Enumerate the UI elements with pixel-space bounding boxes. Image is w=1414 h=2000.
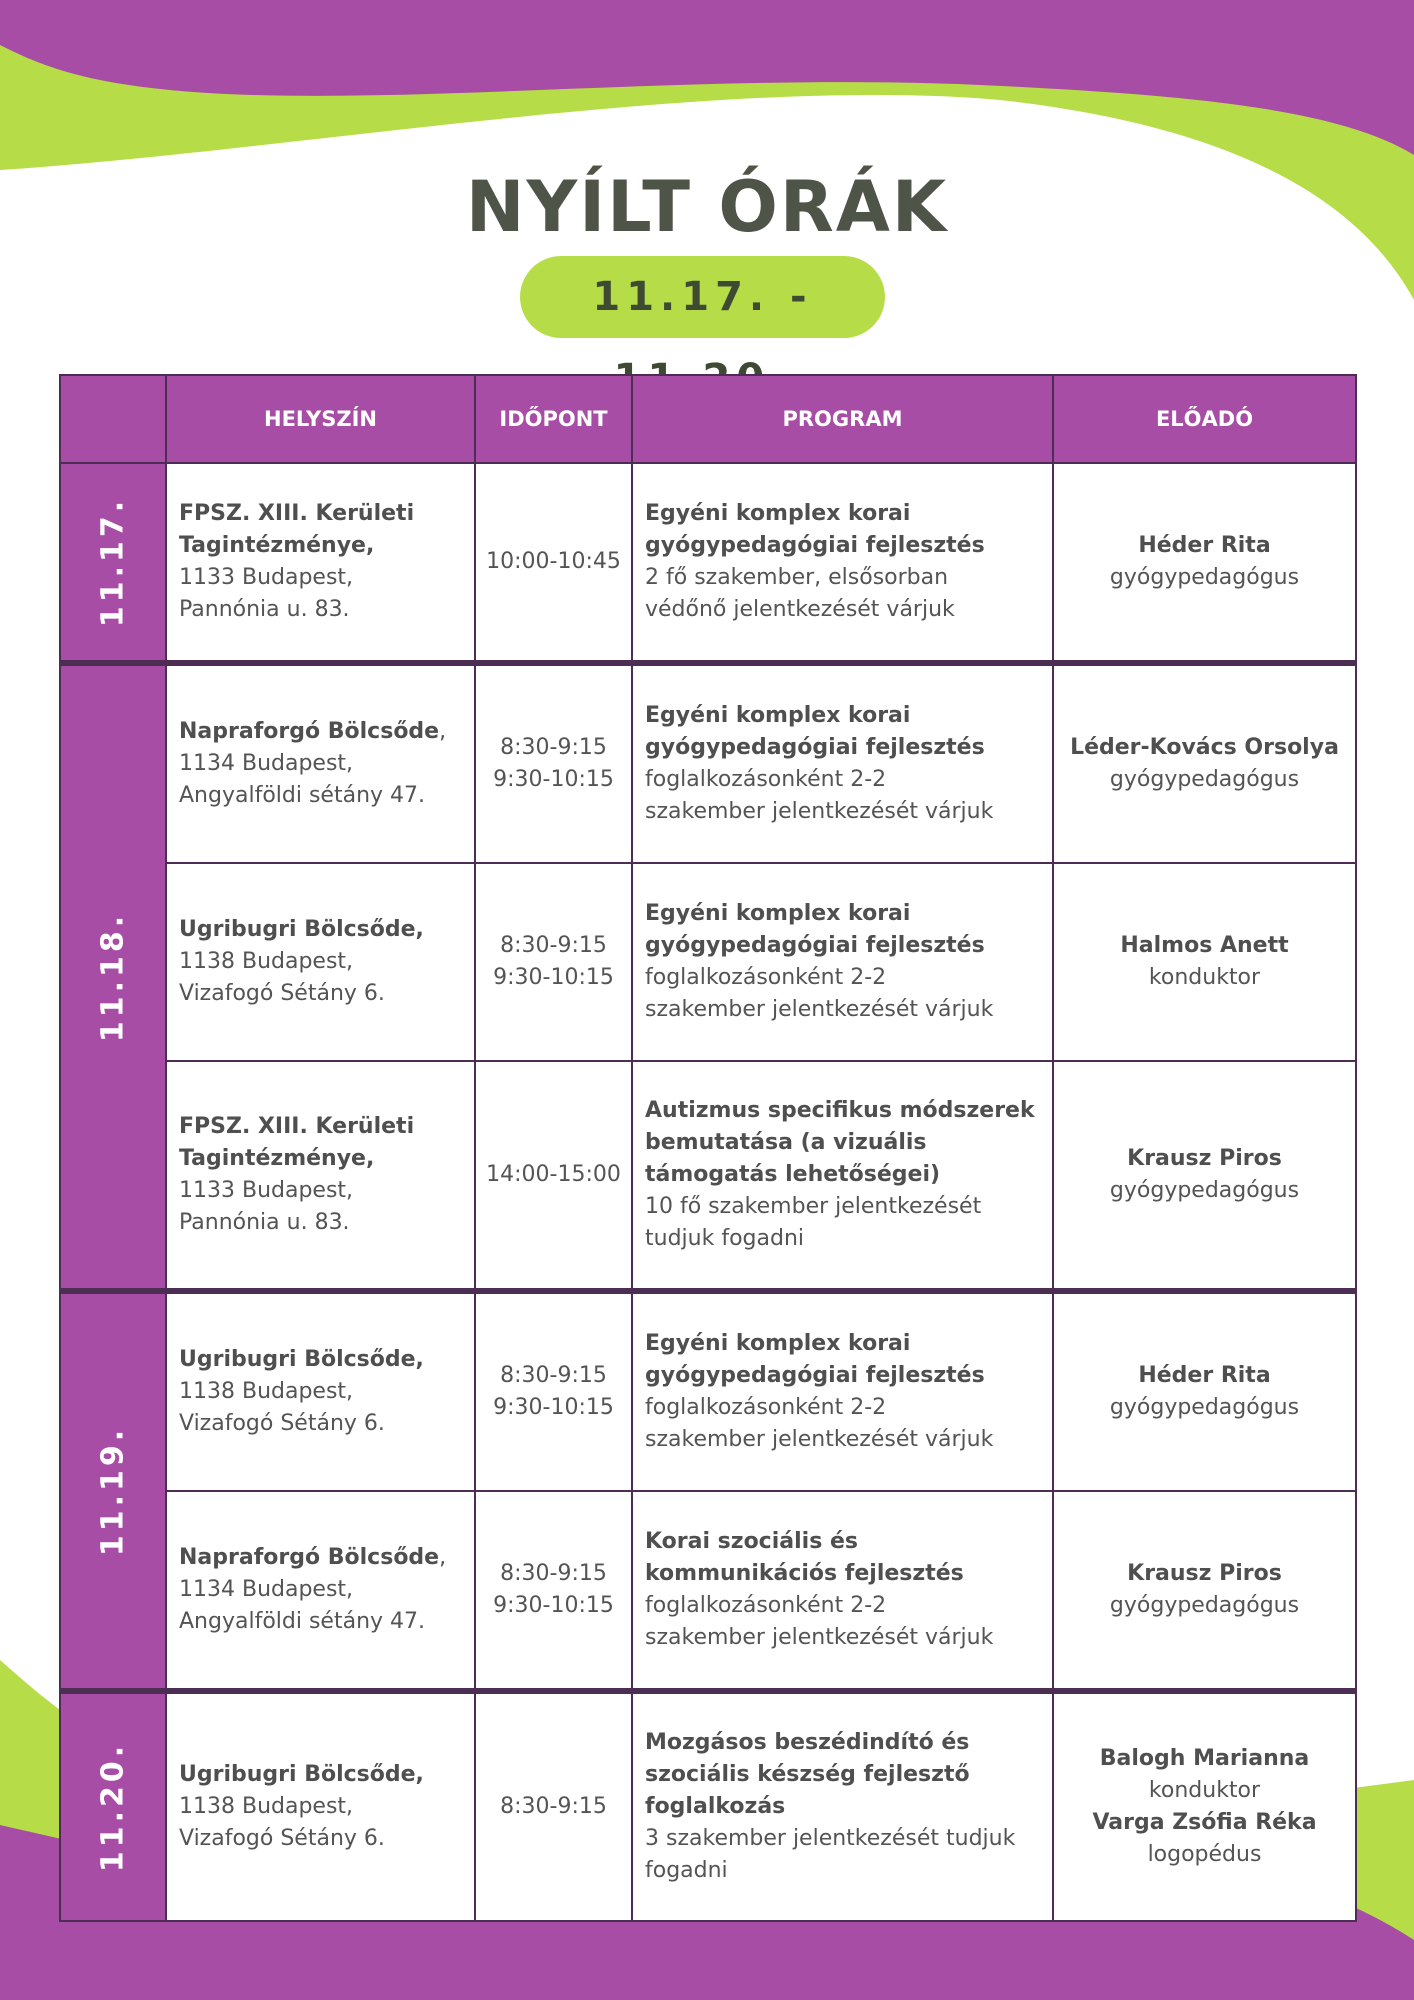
location-cell xyxy=(166,1691,475,1921)
program-description: szakember jelentkezését várjuk xyxy=(645,1625,994,1650)
presenter-name: Héder Rita xyxy=(1138,1363,1271,1388)
presenter-role: gyógypedagógus xyxy=(1109,565,1300,590)
program-title: kommunikációs fejlesztés xyxy=(645,1561,964,1586)
location-address: 1134 Budapest, xyxy=(179,1577,354,1602)
time-cell xyxy=(475,1691,632,1921)
header-presenter: ELŐADÓ xyxy=(1053,375,1356,463)
program-description: 3 szakember jelentkezését tudjuk xyxy=(645,1826,1016,1851)
program-title: Egyéni komplex korai xyxy=(645,1331,911,1356)
presenter-cell xyxy=(1053,1291,1356,1491)
location-name: Tagintézménye, xyxy=(179,533,375,558)
program-description: 10 fő szakember jelentkezését xyxy=(645,1194,982,1219)
time-slot: 8:30-9:15 xyxy=(500,933,607,958)
program-cell xyxy=(632,1691,1053,1921)
location-address: Vizafogó Sétány 6. xyxy=(179,1826,385,1851)
presenter-role: konduktor xyxy=(1148,965,1261,990)
program-title: gyógypedagógiai fejlesztés xyxy=(645,533,985,558)
program-title: Mozgásos beszédindító és xyxy=(645,1730,970,1755)
date-range-badge: 11.17. - xyxy=(520,256,885,338)
time-cell xyxy=(475,863,632,1061)
time-cell xyxy=(475,1491,632,1691)
time-slot: 8:30-9:15 xyxy=(500,1561,607,1586)
location-name: FPSZ. XIII. Kerületi xyxy=(179,1114,415,1139)
time-slot: 8:30-9:15 xyxy=(500,1794,607,1819)
time-cell xyxy=(475,1061,632,1291)
location-name: Napraforgó Bölcsőde xyxy=(179,719,440,744)
location-cell xyxy=(166,1491,475,1691)
presenter-cell xyxy=(1053,1491,1356,1691)
header-time: IDŐPONT xyxy=(475,375,632,463)
program-title: gyógypedagógiai fejlesztés xyxy=(645,933,985,958)
location-address: 1134 Budapest, xyxy=(179,751,354,776)
program-cell xyxy=(632,463,1053,663)
presenter-name: Léder-Kovács Orsolya xyxy=(1070,735,1339,760)
program-title: Egyéni komplex korai xyxy=(645,703,911,728)
location-address: Vizafogó Sétány 6. xyxy=(179,1411,385,1436)
program-description: védőnő jelentkezését várjuk xyxy=(645,597,955,622)
location-address: 1133 Budapest, xyxy=(179,565,354,590)
program-title: Autizmus specifikus módszerek xyxy=(645,1098,1035,1123)
location-name-suffix: , xyxy=(439,719,447,744)
location-address: 1138 Budapest, xyxy=(179,1379,354,1404)
location-cell xyxy=(166,663,475,863)
program-description: szakember jelentkezését várjuk xyxy=(645,799,994,824)
table-row xyxy=(60,1291,1356,1491)
location-cell xyxy=(166,1061,475,1291)
program-description: szakember jelentkezését várjuk xyxy=(645,997,994,1022)
day-cell-1119 xyxy=(60,1291,166,1691)
header-corner xyxy=(60,375,166,463)
program-title: Korai szociális és xyxy=(645,1529,858,1554)
presenter-role: gyógypedagógus xyxy=(1109,1395,1300,1420)
presenter-cell xyxy=(1053,463,1356,663)
presenter-name: Balogh Marianna xyxy=(1099,1746,1310,1771)
time-slot: 9:30-10:15 xyxy=(493,1395,614,1420)
location-address: 1138 Budapest, xyxy=(179,949,354,974)
location-name: Ugribugri Bölcsőde, xyxy=(179,1762,424,1787)
presenter-name: Varga Zsófia Réka xyxy=(1092,1810,1317,1835)
program-description: foglalkozásonként 2-2 xyxy=(645,965,887,990)
location-name: Ugribugri Bölcsőde, xyxy=(179,917,424,942)
location-cell xyxy=(166,463,475,663)
day-label: 11.19. xyxy=(95,1425,131,1557)
location-cell xyxy=(166,863,475,1061)
program-cell xyxy=(632,1291,1053,1491)
presenter-cell xyxy=(1053,663,1356,863)
program-title: Egyéni komplex korai xyxy=(645,901,911,926)
page-title: NYÍLT ÓRÁK xyxy=(465,166,949,248)
presenter-name: Héder Rita xyxy=(1138,533,1271,558)
header-program: PROGRAM xyxy=(632,375,1053,463)
presenter-cell xyxy=(1053,863,1356,1061)
time-cell xyxy=(475,463,632,663)
day-label: 11.20. xyxy=(95,1741,131,1873)
location-address: 1138 Budapest, xyxy=(179,1794,354,1819)
location-cell xyxy=(166,1291,475,1491)
location-name: Ugribugri Bölcsőde, xyxy=(179,1347,424,1372)
table-row xyxy=(60,863,1356,1061)
location-address: Vizafogó Sétány 6. xyxy=(179,981,385,1006)
program-title: gyógypedagógiai fejlesztés xyxy=(645,1363,985,1388)
day-cell-1120 xyxy=(60,1691,166,1921)
program-description: tudjuk fogadni xyxy=(645,1226,804,1251)
day-label: 11.17. xyxy=(95,496,131,628)
time-slot: 9:30-10:15 xyxy=(493,767,614,792)
day-cell-1118 xyxy=(60,663,166,1291)
program-description: fogadni xyxy=(645,1858,728,1883)
time-slot: 9:30-10:15 xyxy=(493,965,614,990)
program-description: foglalkozásonként 2-2 xyxy=(645,1593,887,1618)
program-title: bemutatása (a vizuális xyxy=(645,1130,927,1155)
day-label: 11.18. xyxy=(95,911,131,1043)
presenter-role: gyógypedagógus xyxy=(1109,1178,1300,1203)
presenter-name: Halmos Anett xyxy=(1120,933,1289,958)
program-title: Egyéni komplex korai xyxy=(645,501,911,526)
table-row xyxy=(60,1691,1356,1921)
presenter-role: logopédus xyxy=(1147,1842,1262,1867)
table-row xyxy=(60,1061,1356,1291)
program-cell xyxy=(632,663,1053,863)
presenter-cell xyxy=(1053,1691,1356,1921)
schedule-table xyxy=(59,374,1357,1922)
presenter-name: Krausz Piros xyxy=(1127,1146,1282,1171)
time-cell xyxy=(475,663,632,863)
location-name-suffix: , xyxy=(439,1545,447,1570)
program-title: támogatás lehetőségei) xyxy=(645,1162,941,1187)
program-title: gyógypedagógiai fejlesztés xyxy=(645,735,985,760)
time-slot: 10:00-10:45 xyxy=(486,549,621,574)
program-cell xyxy=(632,863,1053,1061)
program-title: foglalkozás xyxy=(645,1794,786,1819)
table-row xyxy=(60,463,1356,663)
time-slot: 8:30-9:15 xyxy=(500,735,607,760)
location-address: Pannónia u. 83. xyxy=(179,1210,350,1235)
presenter-role: gyógypedagógus xyxy=(1109,767,1300,792)
time-slot: 9:30-10:15 xyxy=(493,1593,614,1618)
header-location: HELYSZÍN xyxy=(166,375,475,463)
program-description: foglalkozásonként 2-2 xyxy=(645,1395,887,1420)
time-slot: 14:00-15:00 xyxy=(486,1162,621,1187)
program-description: 2 fő szakember, elsősorban xyxy=(645,565,949,590)
presenter-role: konduktor xyxy=(1148,1778,1261,1803)
location-name: Napraforgó Bölcsőde xyxy=(179,1545,440,1570)
table-row xyxy=(60,663,1356,863)
presenter-role: gyógypedagógus xyxy=(1109,1593,1300,1618)
location-address: Angyalföldi sétány 47. xyxy=(179,1609,426,1634)
time-slot: 8:30-9:15 xyxy=(500,1363,607,1388)
time-cell xyxy=(475,1291,632,1491)
header-row xyxy=(60,375,1356,463)
program-title: szociális készség fejlesztő xyxy=(645,1762,970,1787)
program-cell xyxy=(632,1061,1053,1291)
location-address: Pannónia u. 83. xyxy=(179,597,350,622)
location-name: Tagintézménye, xyxy=(179,1146,375,1171)
location-address: Angyalföldi sétány 47. xyxy=(179,783,426,808)
location-name: FPSZ. XIII. Kerületi xyxy=(179,501,415,526)
program-cell xyxy=(632,1491,1053,1691)
presenter-name: Krausz Piros xyxy=(1127,1561,1282,1586)
location-address: 1133 Budapest, xyxy=(179,1178,354,1203)
program-description: szakember jelentkezését várjuk xyxy=(645,1427,994,1452)
presenter-cell xyxy=(1053,1061,1356,1291)
table-row xyxy=(60,1491,1356,1691)
program-description: foglalkozásonként 2-2 xyxy=(645,767,887,792)
day-cell-1117 xyxy=(60,463,166,663)
